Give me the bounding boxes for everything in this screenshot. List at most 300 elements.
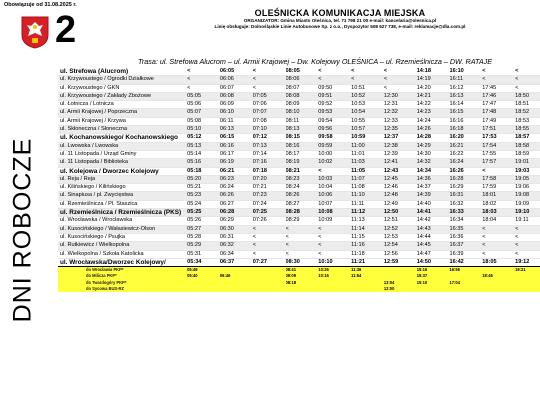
connection-time: 17:04	[449, 280, 482, 286]
stop-name: ul. Kolejowa / Dworzec Kolejowy	[58, 167, 187, 175]
departure-time: 08:23	[286, 175, 319, 183]
departure-time: 19:12	[515, 258, 540, 266]
connection-time: 15:37	[417, 273, 450, 279]
line-number: 2	[55, 9, 77, 51]
departure-time: <	[318, 233, 351, 241]
departure-time: 07:20	[253, 175, 286, 183]
stop-name: ul. 11 Listopada / Biblioteka	[58, 159, 187, 167]
departure-time: 11:13	[351, 217, 384, 225]
stop-name: ul. Wielkopolna / Szkoła Katolicka	[58, 250, 187, 258]
stop-name: ul. Krzywoustego / GKN	[58, 84, 187, 92]
departure-time: 09:50	[318, 84, 351, 92]
departure-time: <	[515, 242, 540, 250]
connection-time: 15:10	[417, 280, 450, 286]
departure-time: 12:52	[384, 225, 417, 233]
connection-time	[351, 286, 384, 292]
departure-time: 16:29	[449, 184, 482, 192]
departure-time: 16:12	[449, 84, 482, 92]
departure-time: 08:27	[286, 200, 319, 208]
departure-time: 14:29	[417, 142, 450, 150]
departure-time: <	[253, 68, 286, 76]
departure-time: <	[482, 233, 515, 241]
departure-time: 06:15	[220, 134, 253, 142]
departure-time: 08:06	[286, 76, 319, 84]
departure-time: 11:08	[351, 184, 384, 192]
departure-time: 07:06	[253, 101, 286, 109]
departure-time: 10:54	[351, 109, 384, 117]
departure-time: 17:47	[482, 101, 515, 109]
validity-date: Obowiązuje od 31.08.2025 r.	[4, 2, 77, 8]
departure-time: <	[318, 167, 351, 175]
departure-time: 05:29	[187, 242, 220, 250]
departure-time: 10:59	[351, 134, 384, 142]
departure-time: 05:31	[187, 250, 220, 258]
departure-time: 08:28	[286, 209, 319, 217]
departure-time: 10:53	[351, 101, 384, 109]
departure-time: 14:45	[417, 242, 450, 250]
departure-time: 19:05	[515, 175, 540, 183]
stop-name: ul. Reja / Reja	[58, 175, 187, 183]
stop-row	[58, 184, 540, 192]
departure-time: <	[482, 225, 515, 233]
departure-time: 09:53	[318, 109, 351, 117]
day-type-text: DNI ROBOCZE	[8, 137, 37, 323]
stop-row	[58, 159, 540, 167]
departure-time: 05:10	[187, 126, 220, 134]
departure-time: 12:48	[384, 192, 417, 200]
departure-time: <	[318, 68, 351, 76]
departure-time: 06:31	[220, 233, 253, 241]
departure-time: 14:28	[417, 134, 450, 142]
departure-time: 10:00	[318, 150, 351, 158]
departure-time: 10:06	[318, 192, 351, 200]
departure-time: <	[286, 250, 319, 258]
departure-time: 16:15	[449, 109, 482, 117]
departure-time: 05:34	[187, 258, 220, 266]
connection-time: 11:36	[351, 267, 384, 274]
stop-row	[58, 134, 540, 142]
connection-time	[286, 286, 319, 292]
departure-time: 07:07	[253, 109, 286, 117]
departure-time: 17:54	[482, 142, 515, 150]
stop-row	[58, 142, 540, 150]
timetable	[58, 68, 540, 292]
departure-time: <	[253, 84, 286, 92]
departure-time: <	[286, 242, 319, 250]
departure-time: 17:49	[482, 117, 515, 125]
departure-time: 09:51	[318, 92, 351, 100]
departure-time: 14:21	[417, 92, 450, 100]
connection-time: 18:46	[482, 273, 515, 279]
departure-time: 10:52	[351, 92, 384, 100]
connection-time: 12:00	[384, 286, 417, 292]
departure-time: 16:18	[449, 126, 482, 134]
connection-time	[417, 286, 450, 292]
stop-row	[58, 117, 540, 125]
departure-time: <	[318, 242, 351, 250]
departure-time: 16:26	[449, 167, 482, 175]
connection-time: 10:26	[318, 267, 351, 274]
departure-time: 19:08	[515, 192, 540, 200]
departure-time: 10:10	[318, 258, 351, 266]
departure-time: 16:20	[449, 134, 482, 142]
departure-time: 16:22	[449, 150, 482, 158]
departure-time: 18:53	[515, 117, 540, 125]
departure-time: 08:21	[286, 167, 319, 175]
departure-time: 10:08	[318, 209, 351, 217]
departure-time: 06:21	[220, 167, 253, 175]
city-crest-icon	[20, 15, 50, 49]
connection-row	[58, 286, 540, 292]
departure-time: <	[384, 84, 417, 92]
stop-name: ul. Łotnicza / Lotnicza	[58, 101, 187, 109]
departure-time: 11:03	[351, 159, 384, 167]
departure-time: 11:16	[351, 242, 384, 250]
departure-time: <	[253, 233, 286, 241]
connection-time	[187, 286, 220, 292]
departure-time: 08:13	[286, 126, 319, 134]
departure-time: 11:10	[351, 192, 384, 200]
departure-time: 08:08	[286, 92, 319, 100]
stop-row	[58, 167, 540, 175]
connection-time: 15:16	[417, 267, 450, 274]
departure-time: <	[515, 76, 540, 84]
connection-time: 11:54	[351, 273, 384, 279]
departure-time: 10:04	[318, 184, 351, 192]
departure-time: 07:25	[253, 209, 286, 217]
departure-time: 09:54	[318, 117, 351, 125]
organizer-info: ORGANIZATOR: Gmina Miasto Oleśnica, tel. 71 798 21 00 e-mail: kancelaria@olesnica.pl	[243, 18, 437, 23]
stop-name: ul. Rzemieślnicza / Pl. Staszica	[58, 200, 187, 208]
departure-time: 16:10	[449, 68, 482, 76]
departure-time: 06:08	[220, 92, 253, 100]
departure-time: 06:17	[220, 150, 253, 158]
departure-time: 05:20	[187, 175, 220, 183]
departure-time: 08:11	[286, 117, 319, 125]
stop-row	[58, 76, 540, 84]
stop-name: ul. Armii Krajowej / Krzywa	[58, 117, 187, 125]
stop-row	[58, 233, 540, 241]
departure-time: 05:23	[187, 192, 220, 200]
departure-time: 05:24	[187, 200, 220, 208]
departure-time: 16:33	[449, 209, 482, 217]
departure-time: 12:38	[384, 142, 417, 150]
departure-time: 10:03	[318, 175, 351, 183]
departure-time: 18:05	[482, 258, 515, 266]
departure-time: 06:06	[220, 76, 253, 84]
stop-name: ul. Wrocławska/Dworzec Kolejowy/	[58, 258, 187, 266]
stop-name: ul. Wrocławska / Wrocławska	[58, 217, 187, 225]
departure-time: 10:07	[318, 200, 351, 208]
departure-time: <	[384, 68, 417, 76]
departure-time: 12:31	[384, 101, 417, 109]
departure-time: <	[253, 225, 286, 233]
departure-time: 14:18	[417, 68, 450, 76]
departure-time: 14:43	[417, 225, 450, 233]
stop-name: ul. Krzywoustego / Ogrodki Działkowe	[58, 76, 187, 84]
departure-time: 14:44	[417, 233, 450, 241]
departure-time: 12:39	[384, 150, 417, 158]
departure-time: 17:55	[482, 150, 515, 158]
departure-time: <	[253, 250, 286, 258]
departure-time: 17:58	[482, 175, 515, 183]
stop-row	[58, 258, 540, 266]
departure-time: 14:36	[417, 175, 450, 183]
departure-time: 08:17	[286, 150, 319, 158]
departure-time: 05:13	[187, 142, 220, 150]
departure-time: 06:26	[220, 192, 253, 200]
departure-time: 19:10	[515, 209, 540, 217]
departure-time: 07:16	[253, 159, 286, 167]
departure-time: 06:11	[220, 117, 253, 125]
departure-time: 08:16	[286, 142, 319, 150]
departure-time: <	[253, 242, 286, 250]
connection-time	[384, 267, 417, 274]
departure-time: 16:28	[449, 175, 482, 183]
departure-time: 05:07	[187, 109, 220, 117]
connection-time	[482, 267, 515, 274]
stop-name: ul. Strefowa (Alucrom)	[58, 68, 187, 76]
departure-time: 05:25	[187, 209, 220, 217]
connection-row	[58, 267, 540, 274]
departure-time: <	[253, 76, 286, 84]
stop-name: ul. 11 Listopada / Urząd Gminy	[58, 150, 187, 158]
connection-time	[515, 286, 540, 292]
connection-time: 06:46	[220, 273, 253, 279]
departure-time: 12:56	[384, 250, 417, 258]
departure-time: 08:26	[286, 192, 319, 200]
departure-time: 16:32	[449, 200, 482, 208]
departure-time: 19:01	[515, 159, 540, 167]
connection-time: 16:56	[449, 267, 482, 274]
connection-time	[482, 286, 515, 292]
departure-time: <	[515, 250, 540, 258]
stop-name: ul. Armii Krajowej / Poprzeczna	[58, 109, 187, 117]
route-description: Trasa: ul. Strefowa Alucrom – ul. Armii Krajowej – Dw. Kolejowy OLEŚNICA – ul. Rzemieślnicza – DW. RATAJE	[137, 57, 493, 66]
departure-time: <	[286, 233, 319, 241]
departure-time: 12:35	[384, 126, 417, 134]
departure-time: <	[351, 68, 384, 76]
departure-time: 14:22	[417, 101, 450, 109]
departure-time: 16:34	[449, 217, 482, 225]
stop-name: ul. Kusocińskiego / Wałasiewicz-Olson	[58, 225, 187, 233]
departure-time: 14:20	[417, 84, 450, 92]
departure-time: 17:48	[482, 109, 515, 117]
departure-time: 05:27	[187, 225, 220, 233]
departure-time: 07:12	[253, 134, 286, 142]
connection-time: 13:04	[384, 280, 417, 286]
departure-time: 06:34	[220, 250, 253, 258]
departure-time: 12:32	[384, 109, 417, 117]
departure-time: 08:19	[286, 159, 319, 167]
stop-row	[58, 68, 540, 76]
connection-time	[449, 286, 482, 292]
departure-time: 16:14	[449, 101, 482, 109]
stop-name: ul. Krzywoustego / Zakłady Zbożowe	[58, 92, 187, 100]
departure-time: 14:50	[417, 258, 450, 266]
departure-time: 07:10	[253, 126, 286, 134]
departure-time: 14:30	[417, 150, 450, 158]
departure-time: 16:24	[449, 159, 482, 167]
departure-time: 12:49	[384, 200, 417, 208]
departure-time: 06:29	[220, 217, 253, 225]
departure-time: 06:30	[220, 225, 253, 233]
departure-time: <	[384, 76, 417, 84]
stop-name: ul. Kochanowskiego/ Kochanowskiego	[58, 134, 187, 142]
departure-time: 14:47	[417, 250, 450, 258]
departure-time: 12:33	[384, 117, 417, 125]
departure-time: 11:18	[351, 250, 384, 258]
departure-time: 05:06	[187, 101, 220, 109]
departure-time: <	[515, 225, 540, 233]
departure-time: <	[187, 68, 220, 76]
departure-time: 06:32	[220, 242, 253, 250]
departure-time: 05:14	[187, 150, 220, 158]
departure-time: 09:56	[318, 126, 351, 134]
departure-time: 14:37	[417, 184, 450, 192]
departure-time: 11:11	[351, 200, 384, 208]
departure-time: 07:27	[253, 258, 286, 266]
departure-time: 14:39	[417, 192, 450, 200]
departure-time: <	[482, 250, 515, 258]
operator-info: Linię obsługuje: Dolnośląskie Linie Autobusowe Sp. z o.o., Dyspozytor 508 627 738, e-mail: reklamacje@dla.com.pl	[214, 24, 466, 29]
departure-time: 14:24	[417, 117, 450, 125]
departure-time: <	[318, 225, 351, 233]
connection-time: 05:49	[187, 267, 220, 274]
departure-time: 11:05	[351, 167, 384, 175]
departure-time: 07:13	[253, 142, 286, 150]
departure-time: 05:18	[187, 167, 220, 175]
departure-time: 05:26	[187, 217, 220, 225]
departure-time: 07:08	[253, 117, 286, 125]
departure-time: 08:29	[286, 217, 319, 225]
connection-time	[253, 286, 286, 292]
stop-row	[58, 217, 540, 225]
departure-time: 11:15	[351, 233, 384, 241]
connection-time: 09:09	[286, 273, 319, 279]
departure-time: 12:54	[384, 242, 417, 250]
departure-time: 14:19	[417, 76, 450, 84]
departure-time: 09:58	[318, 134, 351, 142]
departure-time: 16:42	[449, 258, 482, 266]
departure-time: 08:24	[286, 184, 319, 192]
header	[140, 2, 540, 30]
departure-time: 18:01	[482, 192, 515, 200]
connection-time: 05:40	[187, 273, 220, 279]
day-type-label	[4, 120, 42, 340]
departure-time: 12:53	[384, 233, 417, 241]
departure-time: 12:46	[384, 184, 417, 192]
departure-time: 07:14	[253, 150, 286, 158]
departure-time: 18:52	[515, 109, 540, 117]
stop-row	[58, 109, 540, 117]
departure-time: 17:51	[482, 126, 515, 134]
departure-time: 08:15	[286, 134, 319, 142]
connection-time: 08:41	[286, 267, 319, 274]
departure-time: 18:50	[515, 92, 540, 100]
stop-row	[58, 101, 540, 109]
departure-time: 17:57	[482, 159, 515, 167]
stop-row	[58, 225, 540, 233]
departure-time: 17:53	[482, 134, 515, 142]
departure-time: 14:26	[417, 126, 450, 134]
stop-name: ul. Kusocińskiego / Psujka	[58, 233, 187, 241]
departure-time: 19:06	[515, 184, 540, 192]
departure-time: 16:16	[449, 117, 482, 125]
departure-time: 06:24	[220, 184, 253, 192]
departure-time: 16:39	[449, 250, 482, 258]
departure-time: 16:11	[449, 76, 482, 84]
departure-time: 11:21	[351, 258, 384, 266]
departure-time: 10:09	[318, 217, 351, 225]
departure-time: 07:18	[253, 167, 286, 175]
departure-time: 06:13	[220, 126, 253, 134]
stop-name: ul. Lwowska / Lwowska	[58, 142, 187, 150]
departure-time: 06:10	[220, 109, 253, 117]
departure-time: 08:09	[286, 101, 319, 109]
departure-time: 18:59	[515, 150, 540, 158]
departure-time: <	[286, 225, 319, 233]
stop-name: ul. Kilińskiego / Kilińskiego	[58, 184, 187, 192]
stop-row	[58, 250, 540, 258]
departure-time: 06:23	[220, 175, 253, 183]
departure-time: 06:09	[220, 101, 253, 109]
departure-time: 18:55	[515, 126, 540, 134]
connection-time: 19:21	[515, 267, 540, 274]
departure-time: <	[187, 76, 220, 84]
departure-time: 10:51	[351, 84, 384, 92]
departure-time: 14:23	[417, 109, 450, 117]
departure-time: 16:37	[449, 242, 482, 250]
departure-time: <	[515, 84, 540, 92]
departure-time: <	[515, 233, 540, 241]
departure-time: 18:02	[482, 200, 515, 208]
departure-time: 12:43	[384, 167, 417, 175]
departure-time: 11:00	[351, 142, 384, 150]
connection-time	[220, 286, 253, 292]
departure-time: 19:09	[515, 200, 540, 208]
departure-time: 18:51	[515, 101, 540, 109]
departure-time: 16:35	[449, 225, 482, 233]
departure-time: 17:59	[482, 184, 515, 192]
departure-time: 14:42	[417, 217, 450, 225]
departure-time: 11:14	[351, 225, 384, 233]
departure-time: <	[515, 68, 540, 76]
departure-time: 07:23	[253, 192, 286, 200]
departure-time: 12:59	[384, 258, 417, 266]
departure-time: 06:07	[220, 84, 253, 92]
departure-time: 07:24	[253, 200, 286, 208]
stop-row	[58, 192, 540, 200]
connection-time	[318, 286, 351, 292]
departure-time: 12:45	[384, 175, 417, 183]
departure-time: 11:07	[351, 175, 384, 183]
departure-time: <	[318, 250, 351, 258]
departure-time: 16:31	[449, 192, 482, 200]
departure-time: 07:21	[253, 184, 286, 192]
departure-time: 08:07	[286, 84, 319, 92]
stop-row	[58, 242, 540, 250]
departure-time: 19:11	[515, 217, 540, 225]
departure-time: 05:12	[187, 134, 220, 142]
connection-time: 08:18	[286, 280, 319, 286]
departure-time: 18:04	[482, 217, 515, 225]
departure-time: 12:30	[384, 92, 417, 100]
departure-time: 14:32	[417, 159, 450, 167]
stop-name: ul. Skłoneczna / Słoneczna	[58, 126, 187, 134]
connection-name: do Milicza PKP*	[58, 273, 187, 279]
departure-time: 06:05	[220, 68, 253, 76]
